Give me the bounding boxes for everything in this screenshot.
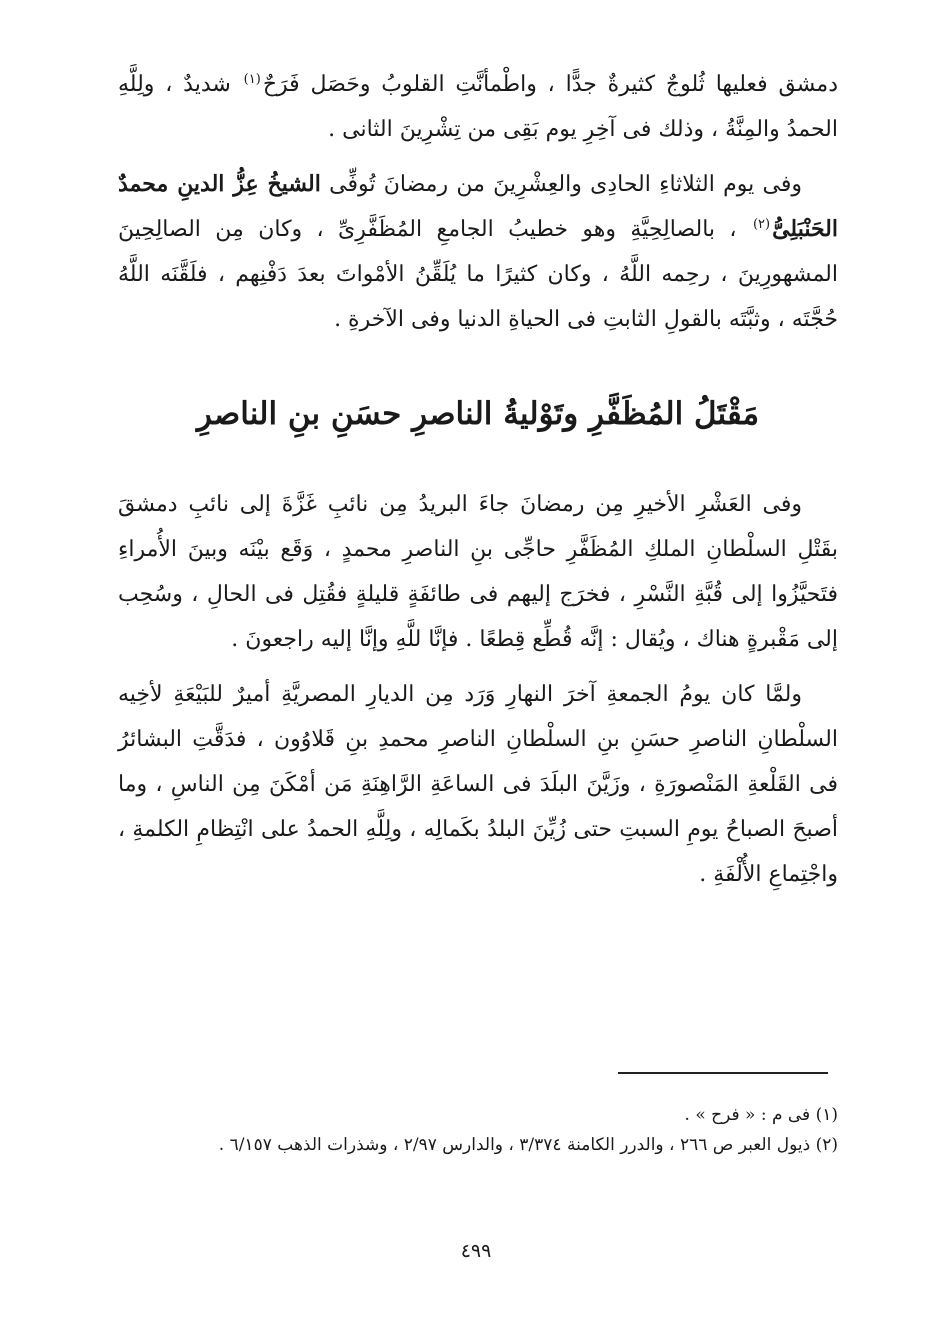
section-heading: مَقْتَلُ المُظَفَّرِ وتَوْليةُ الناصرِ حسَنِ بنِ الناصرِ (196, 396, 760, 432)
top-paragraph (118, 62, 838, 152)
footnote-1: (١) فى م : « فرح » . (684, 1105, 838, 1125)
death-paragraph-text-2: ، بالصالِحِيَّةِ وهو خطيبُ الجامعِ المُظَفَّرِىِّ ، وكان مِن الصالِحِينَ المشهورِينَ ، رحِمه اللَّهُ ، وكان كثيرًا ما يُلَقِّنُ الأمْواتَ بعدَ دَفْنِهم ، فلَقَّنَه اللَّهُ حُجَّتَه ، وثبَّتَه بالقولِ الثابتِ فى الحياةِ الدنيا وفى الآخرةِ . (118, 217, 838, 332)
person-name: الشيخُ عِزُّ الدينِ محمدٌ الحَنْبَلِىُّ (118, 171, 838, 242)
top-paragraph-text-2: شديدٌ ، ولِلَّهِ الحمدُ والمِنَّةُ ، وذلك فى آخِرِ يوم بَقِى من تِشْرِينَ الثانى . (118, 72, 838, 142)
body-paragraph-2: ولمَّا كان يومُ الجمعةِ آخرَ النهارِ وَرَد مِن الديارِ المصريَّةِ أميرٌ للبَيْعَةِ لأخِيه السلْطانِ الناصرِ حسَنِ بنِ السلْطانِ الناصرِ محمدِ بنِ قَلاوُون ، فدَقَّتِ البشائرُ فى القَلْعةِ المَنْصورَةِ ، وزَيَّنَ البلَدَ فى الساعَةِ الرَّاهِنَةِ مَن أمْكَنَ مِن الناسِ ، وما أصبحَ الصباحُ يومِ السبتِ حتى زُيِّنَ البلدُ بكَمالِه ، ولِلَّهِ الحمدُ على انْتِظامِ الكلمةِ ، واجْتِماعِ الأُلْفَةِ . (118, 682, 838, 887)
body-paragraph-1: وفى العَشْرِ الأخيرِ مِن رمضانَ جاءَ البريدُ مِن نائبِ غَزَّةَ إلى نائبِ دمشقَ بقَتْلِ السلْطانِ الملكِ المُظَفَّرِ حاجِّى بنِ الناصرِ محمدٍ ، وَقَع بيْنَه وبينَ الأُمراءِ فتَحيَّزُوا إلى قُبَّةِ النَّسْرِ ، فخرَج إليهم فى طائفَةٍ قليلةٍ فقُتِل فى الحالِ ، وسُحِب إلى مَقْبرةٍ هناك ، ويُقال : إنَّه قُطِّع قِطعًا . فإنَّا للَّهِ وإنَّا إليه راجعونَ . (118, 492, 838, 652)
death-paragraph (118, 162, 838, 342)
footnote-ref-1[interactable]: (١) (243, 71, 261, 87)
page-body (118, 56, 838, 897)
death-paragraph-text-1: وفى يوم الثلاثاءِ الحادِى والعِشْرِينَ من رمضانَ تُوفِّى (329, 172, 802, 197)
footnote-2: (٢) ذيول العبر ص ٢٦٦ ، والدرر الكامنة ٣/٣٧٤ ، والدارس ٢/٩٧ ، وشذرات الذهب ٦/١٥٧ . (218, 1135, 838, 1155)
top-paragraph-text-1: دمشق فعليها ثُلوجٌ كثيرةٌ جدًّا ، واطْمأنَّتِ القلوبُ وحَصَل فَرَحٌ (262, 72, 839, 97)
footnote-separator (618, 1072, 828, 1074)
footnotes (118, 1100, 838, 1160)
page-number: ٤٩٩ (460, 1240, 492, 1262)
footnote-ref-2[interactable]: (٢) (752, 216, 771, 232)
